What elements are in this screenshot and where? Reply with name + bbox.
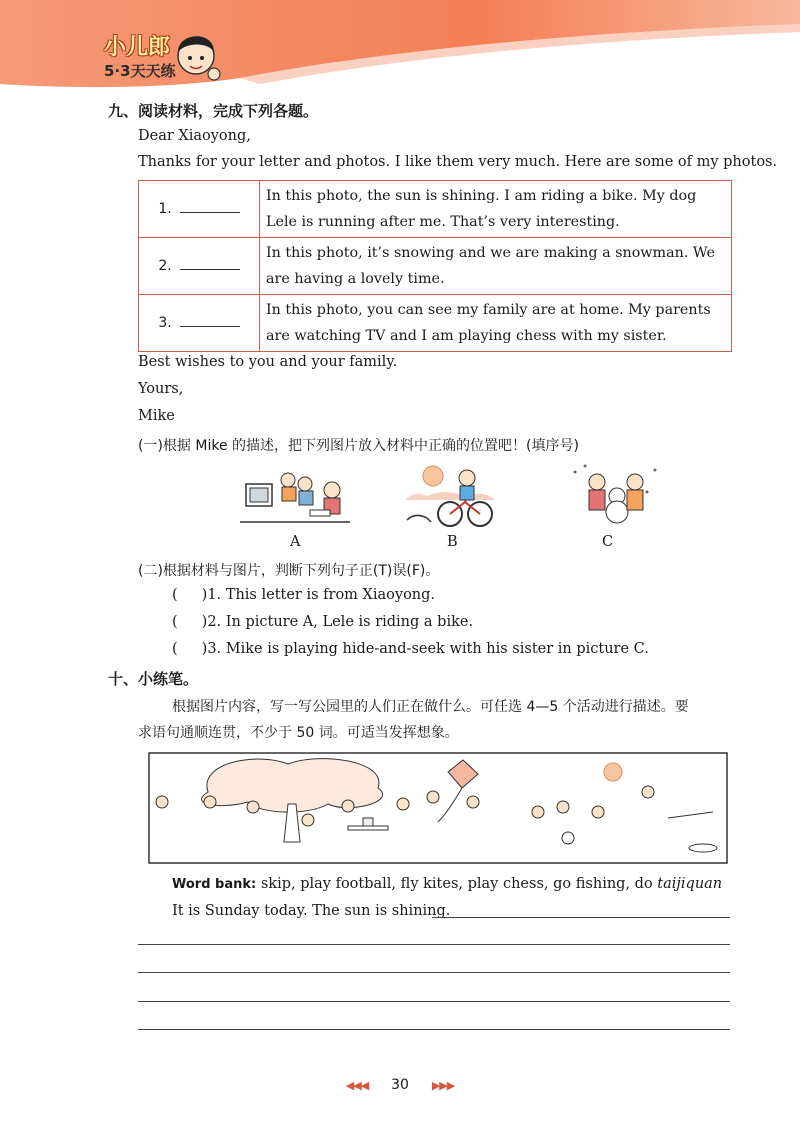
writing-line[interactable] xyxy=(432,917,730,918)
picture-label-c: C xyxy=(602,534,614,550)
brand-logo: 小儿郎 xyxy=(104,35,171,60)
question-part1: (一)根据 Mike 的描述，把下列图片放入材料中正确的位置吧！(填序号) xyxy=(138,438,579,454)
tf-statement: )1. This letter is from Xiaoyong. xyxy=(201,587,436,603)
football-icon xyxy=(562,832,574,844)
word-bank-label: Word bank: xyxy=(172,877,257,892)
picture-c-snowman-icon xyxy=(574,465,657,524)
header-banner xyxy=(0,0,800,92)
writing-line[interactable] xyxy=(138,1001,730,1002)
row-number: 2. xyxy=(158,258,172,274)
tf-item[interactable] xyxy=(172,614,473,630)
sun-icon xyxy=(604,763,622,781)
photo-description: In this photo, it’s snowing and we are making a snowman. We are having a lovely time. xyxy=(260,238,732,295)
section10-title: 十、小练笔。 xyxy=(108,670,199,688)
table-row xyxy=(139,295,732,352)
tf-item[interactable] xyxy=(172,587,435,603)
tf-statement: )3. Mike is playing hide-and-seek with his sister in picture C. xyxy=(201,641,649,657)
writing-line[interactable] xyxy=(138,972,730,973)
page-number: 30 xyxy=(391,1077,409,1093)
answer-blank[interactable] xyxy=(180,200,240,213)
answer-paren[interactable]: ( xyxy=(172,587,178,603)
picture-label-b: B xyxy=(447,534,458,550)
answer-blank[interactable] xyxy=(180,257,240,270)
word-bank-italic: taijiquan xyxy=(657,876,723,892)
letter-signature: Mike xyxy=(138,408,175,424)
answer-paren[interactable]: ( xyxy=(172,614,178,630)
section9-title: 九、阅读材料，完成下列各题。 xyxy=(108,102,319,120)
writing-line[interactable] xyxy=(138,944,730,945)
writing-start-sentence: It is Sunday today. The sun is shining. xyxy=(172,903,451,919)
answer-paren[interactable]: ( xyxy=(172,641,178,657)
photo-description: In this photo, the sun is shining. I am riding a bike. My dog Lele is running after me. That’s very interesting. xyxy=(260,181,732,238)
row-number: 1. xyxy=(158,201,172,217)
letter-yours: Yours, xyxy=(138,381,184,397)
question-part2: (二)根据材料与图片，判断下列句子正(T)误(F)。 xyxy=(138,563,440,579)
tf-item[interactable] xyxy=(172,641,649,657)
page-footer xyxy=(0,1077,800,1093)
letter-greeting: Dear Xiaoyong, xyxy=(138,128,251,144)
letter-closing: Best wishes to you and your family. xyxy=(138,354,398,370)
prev-arrows-icon: ◀◀◀ xyxy=(345,1079,369,1092)
row-number: 3. xyxy=(158,315,172,331)
picture-label-a: A xyxy=(290,534,301,550)
series-name: 5·3天天练 xyxy=(104,62,176,80)
picture-b-bike-icon xyxy=(405,466,495,526)
park-illustration xyxy=(148,752,728,864)
writing-prompt-line1: 根据图片内容，写一写公园里的人们正在做什么。可任选 4—5 个活动进行描述。要 xyxy=(172,699,689,715)
photo-description: In this photo, you can see my family are at home. My parents are watching TV and I am playing chess with my sister. xyxy=(260,295,732,352)
tf-statement: )2. In picture A, Lele is riding a bike. xyxy=(201,614,474,630)
word-bank-items: skip, play football, fly kites, play chess, go fishing, do xyxy=(256,876,658,892)
writing-prompt-line2: 求语句通顺连贯，不少于 50 词。可适当发挥想象。 xyxy=(138,725,459,741)
picture-a-family-tv-icon xyxy=(240,473,350,522)
writing-line[interactable] xyxy=(138,1029,730,1030)
letter-intro: Thanks for your letter and photos. I like them very much. Here are some of my photos. xyxy=(138,154,778,170)
picture-set xyxy=(240,462,660,532)
table-row xyxy=(139,181,732,238)
photo-table xyxy=(138,180,732,352)
table-row xyxy=(139,238,732,295)
answer-blank[interactable] xyxy=(180,314,240,327)
word-bank xyxy=(172,876,722,892)
next-arrows-icon: ▶▶▶ xyxy=(431,1079,455,1092)
